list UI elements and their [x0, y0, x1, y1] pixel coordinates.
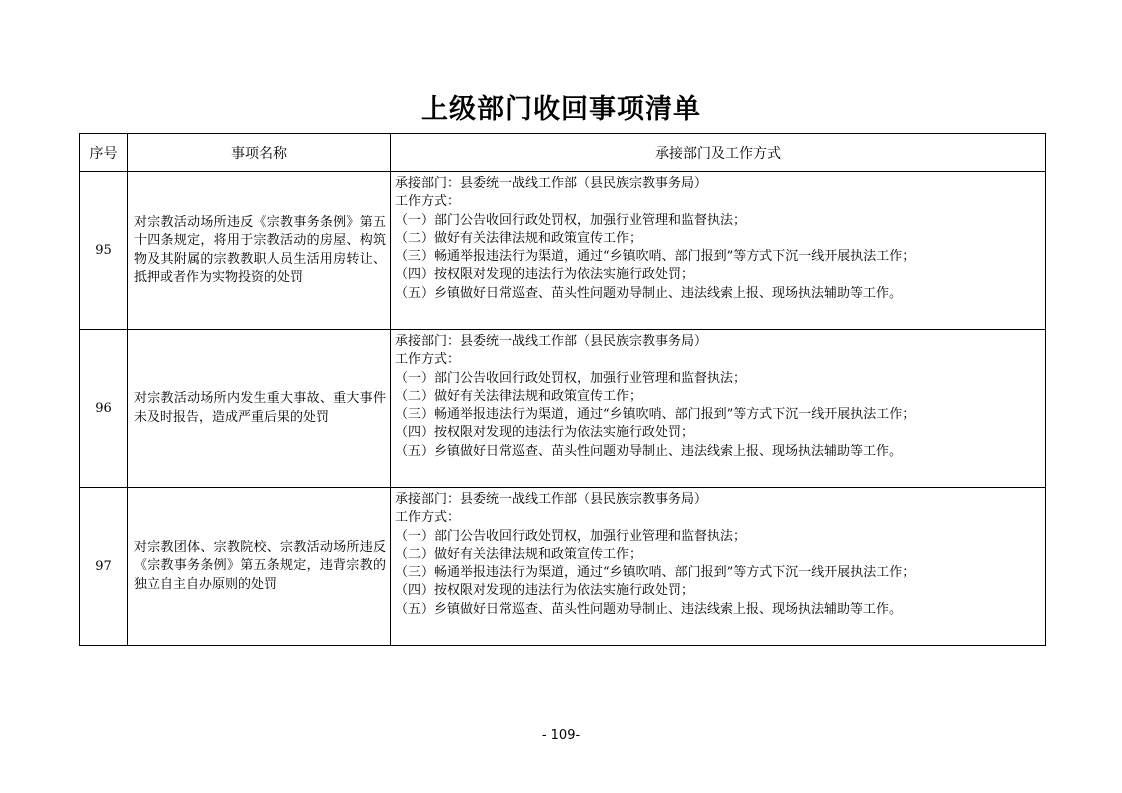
header-seq: 序号 [80, 134, 128, 172]
method-line: （三）畅通举报违法行为渠道，通过“乡镇吹哨、部门报到”等方式下沉一线开展执法工作； [395, 407, 916, 423]
header-name: 事项名称 [128, 134, 391, 172]
method-line: （四）按权限对发现的违法行为依法实施行政处罚； [395, 267, 695, 283]
page-title: 上级部门收回事项清单 [421, 94, 701, 125]
header-method: 承接部门及工作方式 [391, 134, 1046, 172]
method-line: 承接部门：县委统一战线工作部（县民族宗教事务局） [395, 334, 708, 349]
table-row [80, 172, 1046, 330]
row-method [391, 172, 1046, 330]
row-method [391, 330, 1046, 488]
method-line: （一）部门公告收回行政处罚权，加强行业管理和监督执法； [395, 528, 747, 544]
method-line: （四）按权限对发现的违法行为依法实施行政处罚； [395, 425, 695, 441]
row-seq: 97 [80, 488, 128, 646]
method-line: （五）乡镇做好日常巡查、苗头性问题劝导制止、违法线索上报、现场执法辅助等工作。 [395, 601, 903, 617]
method-line: （五）乡镇做好日常巡查、苗头性问题劝导制止、违法线索上报、现场执法辅助等工作。 [395, 443, 903, 459]
method-line: 工作方式： [395, 352, 461, 368]
row-name: 对宗教活动场所内发生重大事故、重大事件未及时报告，造成严重后果的处罚 [128, 330, 391, 488]
method-line: （二）做好有关法律法规和政策宣传工作； [395, 546, 643, 562]
method-line: 承接部门：县委统一战线工作部（县民族宗教事务局） [395, 176, 708, 191]
method-line: （四）按权限对发现的违法行为依法实施行政处罚； [395, 583, 695, 599]
table-row [80, 488, 1046, 646]
method-line: 工作方式： [395, 194, 461, 210]
row-name: 对宗教团体、宗教院校、宗教活动场所违反《宗教事务条例》第五条规定，违背宗教的独立自主自办原则的处罚 [128, 488, 391, 646]
method-line: （二）做好有关法律法规和政策宣传工作； [395, 230, 643, 246]
items-table [79, 133, 1046, 646]
row-method [391, 488, 1046, 646]
method-line: （三）畅通举报违法行为渠道，通过“乡镇吹哨、部门报到”等方式下沉一线开展执法工作； [395, 565, 916, 581]
row-seq: 95 [80, 172, 128, 330]
table-row [80, 330, 1046, 488]
row-seq: 96 [80, 330, 128, 488]
method-line: （二）做好有关法律法规和政策宣传工作； [395, 388, 643, 404]
method-line: （一）部门公告收回行政处罚权，加强行业管理和监督执法； [395, 212, 747, 228]
method-line: （五）乡镇做好日常巡查、苗头性问题劝导制止、违法线索上报、现场执法辅助等工作。 [395, 285, 903, 301]
method-line: （一）部门公告收回行政处罚权，加强行业管理和监督执法； [395, 370, 747, 386]
table-header-row [80, 134, 1046, 172]
method-line: （三）畅通举报违法行为渠道，通过“乡镇吹哨、部门报到”等方式下沉一线开展执法工作； [395, 249, 916, 265]
method-line: 工作方式： [395, 510, 461, 526]
row-name: 对宗教活动场所违反《宗教事务条例》第五十四条规定，将用于宗教活动的房屋、构筑物及其附属的宗教教职人员生活用房转让、抵押或者作为实物投资的处罚 [128, 172, 391, 330]
method-line: 承接部门：县委统一战线工作部（县民族宗教事务局） [395, 492, 708, 507]
page-number: - 109- [541, 728, 581, 743]
